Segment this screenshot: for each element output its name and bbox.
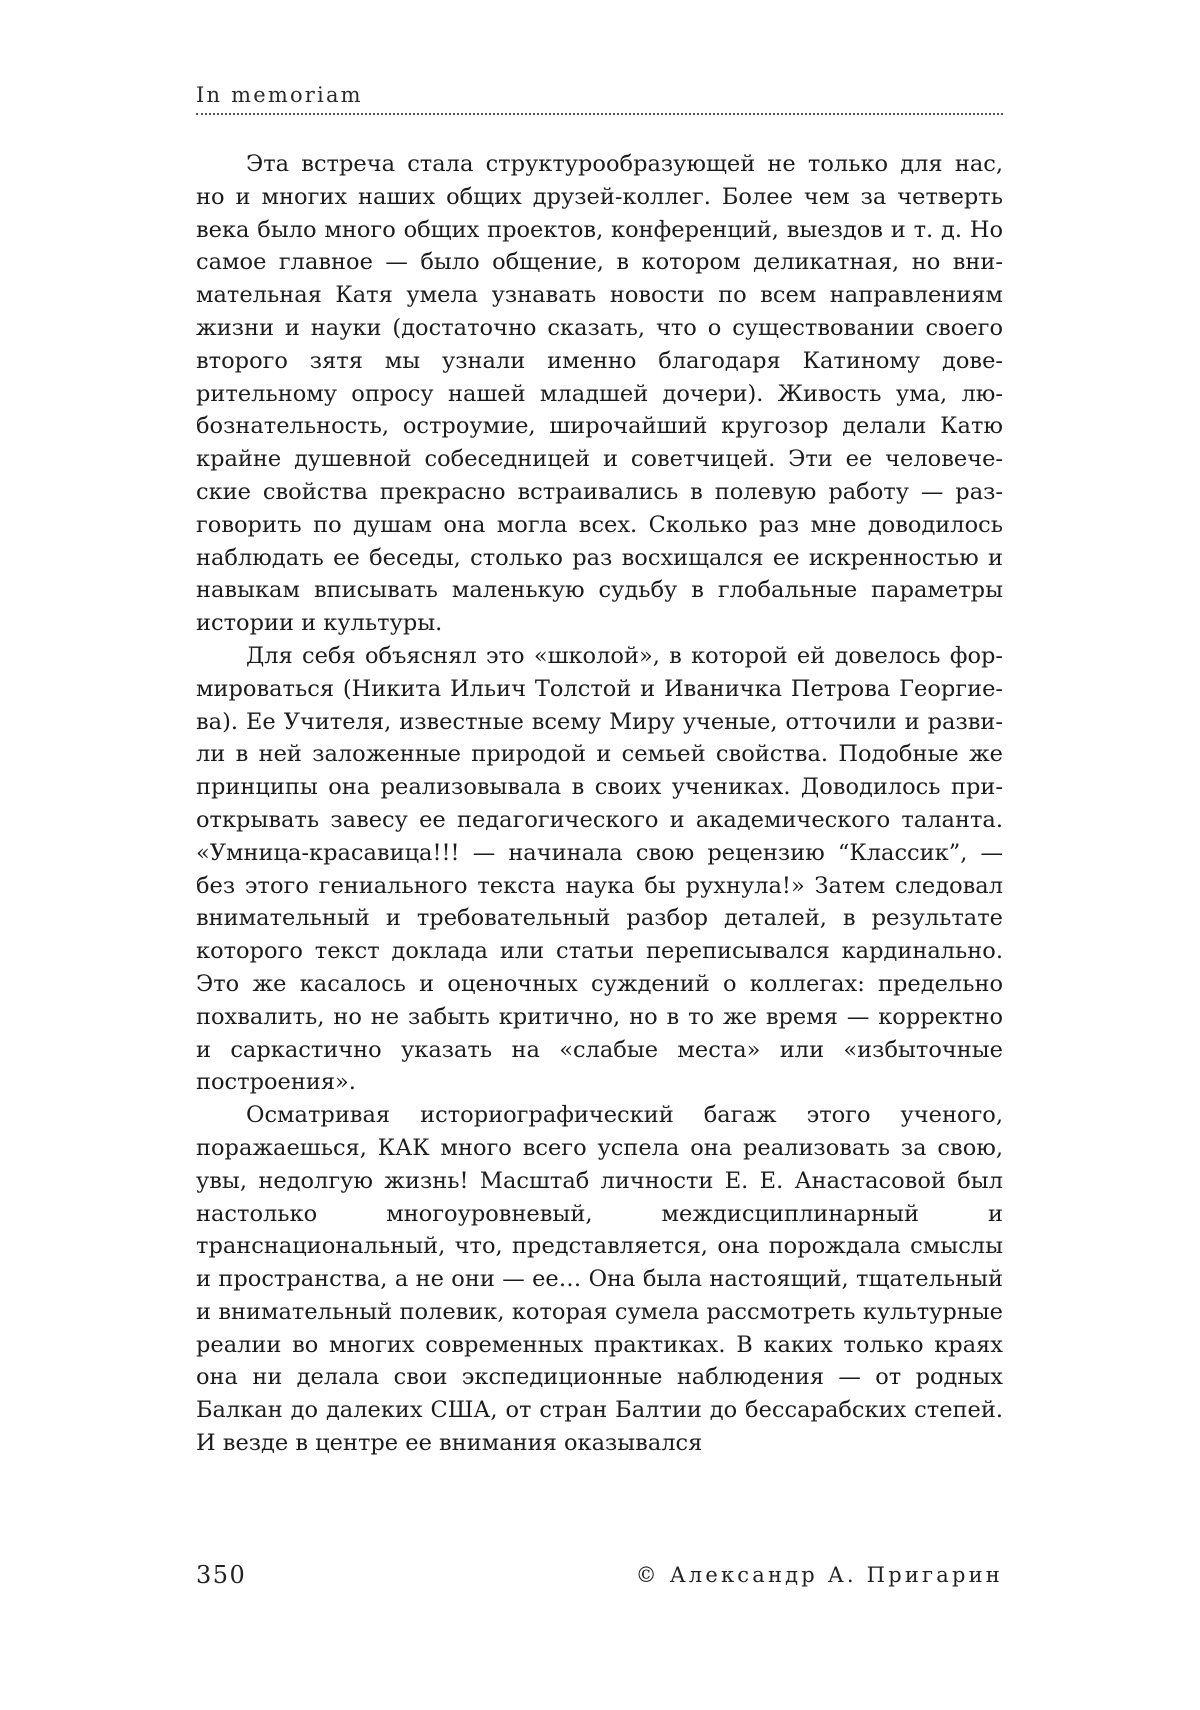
paragraph-3: Осматривая историографический багаж этого ученого, поражаешься, КАК много всего успела она реализовать за свою, увы, недолгую жизнь! Масштаб личности Е. Е. Анастасовой был настолько многоуровневый, междисциплинарный и транснациональный, что, представляется, она порождала смыслы и пространства, а не они — ее… Она была настоящий, тщательный и внимательный полевик, которая сумела рассмотреть культурные реалии во многих современных практиках. В каких только краях она ни делала свои экспедиционные наблюдения — от родных Балкан до далеких США, от стран Балтии до бессарабских степей. И везде в центре ее внимания оказывался <box>196 1102 1003 1457</box>
paragraph-2: Для себя объяснял это «школой», в которой ей довелось формироваться (Никита Ильич Толстой и Иваничка Петрова Георгиева). Ее Учителя, известные всему Миру ученые, отточили и развили в ней заложенные природой и семьей свойства. Подобные же принципы она реализовывала в своих учениках. Доводилось приоткрывать завесу ее педагогического и академического таланта. «Умница-красавица!!! — начинала свою рецензию “Классик”, — без этого гениального текста наука бы рухнула!» Затем следовал внимательный и требовательный разбор деталей, в результате которого текст доклада или статьи переписывался кардинально. Это же касалось и оценочных суждений о коллегах: предельно похвалить, но не забыть критично, но в то же время — корректно и саркастично указать на «слабые места» или «избыточные построения». <box>196 642 1003 1096</box>
running-header-title: In memoriam <box>196 83 363 107</box>
page-number: 350 <box>196 1561 247 1589</box>
body-text <box>196 148 1003 1460</box>
footer-author-credit: © Александр А. Пригарин <box>635 1563 1003 1587</box>
paragraph-1: Эта встреча стала структурообразующей не только для нас, но и многих наших общих друзей-коллег. Более чем за четверть века было много общих проектов, конференций, выездов и т. д. Но самое главное — было общение, в котором деликатная, но внимательная Катя умела узнавать новости по всем направлениям жизни и науки (достаточно сказать, что о существовании своего второго зятя мы узнали именно благодаря Катиному доверительному опросу нашей младшей дочери). Живость ума, любознательность, остроумие, широчайший кругозор делали Катю крайне душевной собеседницей и советчицей. Эти ее человеческие свойства прекрасно встраивались в полевую работу — разговорить по душам она могла всех. Сколько раз мне доводилось наблюдать ее беседы, столько раз восхищался ее искренностью и навыкам вписывать маленькую судьбу в глобальные параметры истории и культуры. <box>196 151 1003 637</box>
header-dotted-rule <box>196 113 1003 115</box>
